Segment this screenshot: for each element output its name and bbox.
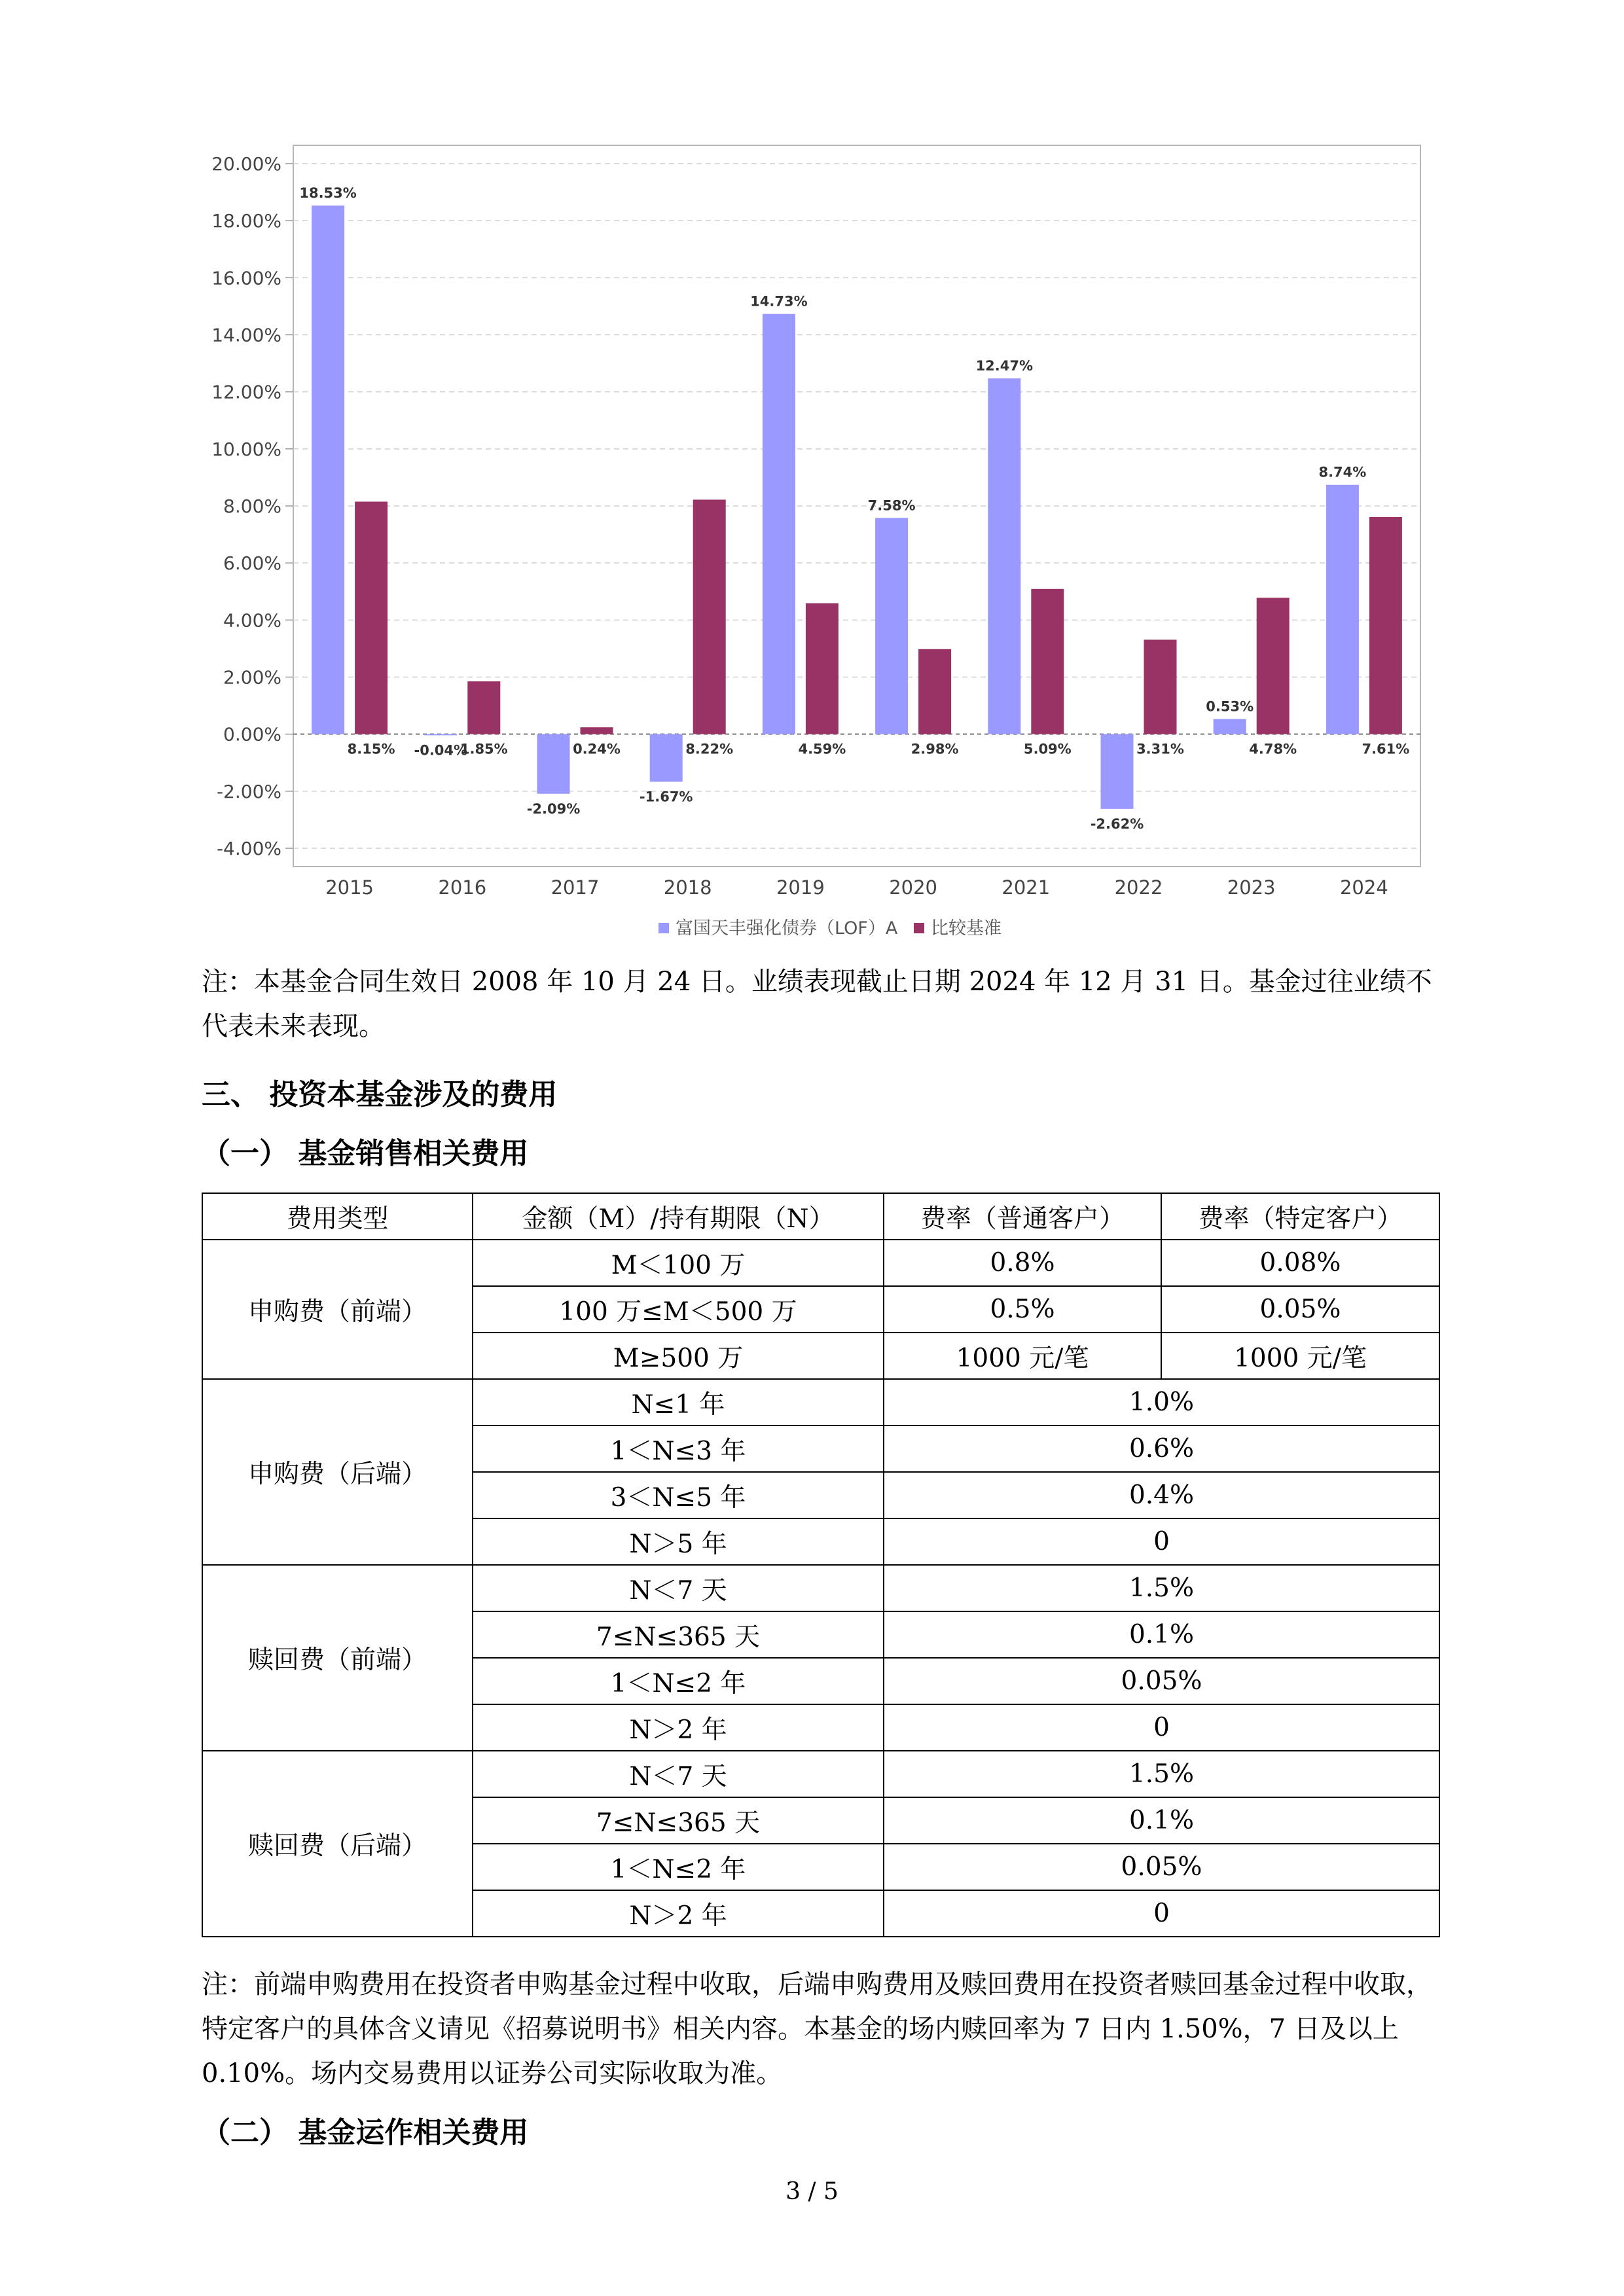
x-tick-label-2016: 2016 — [438, 876, 487, 899]
bar-benchmark-2024 — [1369, 517, 1402, 734]
data-label-benchmark-2016: 1.85% — [460, 741, 508, 757]
data-label-fund-2021: 12.47% — [975, 358, 1034, 374]
data-label-benchmark-2024: 7.61% — [1362, 741, 1410, 757]
x-tick-label-2017: 2017 — [550, 876, 600, 899]
bar-fund-2021 — [988, 378, 1020, 734]
y-tick-label: 20.00% — [211, 153, 281, 175]
bar-fund-2023 — [1214, 719, 1246, 734]
x-axis-tick-labels — [325, 876, 1388, 899]
range-cell: 7≤N≤365 天 — [473, 1611, 884, 1658]
rate-normal-cell: 0.8% — [884, 1240, 1161, 1286]
bar-benchmark-2019 — [806, 603, 839, 734]
header-amount-period: 金额（M）/持有期限（N） — [473, 1193, 884, 1240]
range-cell: N＞2 年 — [473, 1890, 884, 1937]
table-row — [202, 1240, 1439, 1286]
y-tick-label: 18.00% — [211, 210, 281, 232]
rate-cell: 0 — [884, 1518, 1439, 1565]
range-cell: N＞2 年 — [473, 1704, 884, 1751]
header-rate-normal: 费率（普通客户） — [884, 1193, 1161, 1240]
rate-normal-cell: 1000 元/笔 — [884, 1333, 1161, 1379]
range-cell: M＜100 万 — [473, 1240, 884, 1286]
data-label-fund-2019: 14.73% — [750, 293, 808, 310]
bar-benchmark-2022 — [1144, 639, 1177, 734]
rate-cell: 1.0% — [884, 1379, 1439, 1426]
fee-type-cell: 赎回费（后端） — [202, 1751, 473, 1937]
sales-fee-table — [202, 1193, 1440, 1937]
x-tick-label-2015: 2015 — [325, 876, 374, 899]
bars — [312, 206, 1402, 809]
data-label-benchmark-2018: 8.22% — [685, 741, 734, 757]
bar-benchmark-2020 — [918, 649, 951, 734]
y-tick-label: 2.00% — [223, 666, 281, 689]
bar-benchmark-2023 — [1257, 598, 1290, 734]
range-cell: 3＜N≤5 年 — [473, 1472, 884, 1518]
bar-fund-2015 — [312, 206, 344, 734]
range-cell: N＜7 天 — [473, 1751, 884, 1797]
rate-special-cell: 0.08% — [1161, 1240, 1439, 1286]
legend-label-benchmark: 比较基准 — [931, 918, 1001, 939]
bar-fund-2020 — [875, 518, 908, 734]
fee-type-cell: 赎回费（前端） — [202, 1565, 473, 1751]
bar-benchmark-2015 — [355, 501, 388, 734]
rate-normal-cell: 0.5% — [884, 1286, 1161, 1333]
subsection-heading-operating-fees: （二） 基金运作相关费用 — [202, 2116, 529, 2149]
table-row — [202, 1565, 1439, 1611]
y-tick-label: 14.00% — [211, 324, 281, 346]
subsection-heading-sales-fees: （一） 基金销售相关费用 — [202, 1137, 529, 1170]
x-tick-label-2018: 2018 — [663, 876, 712, 899]
x-tick-label-2024: 2024 — [1339, 876, 1388, 899]
fee-type-cell: 申购费（前端） — [202, 1240, 473, 1379]
data-label-fund-2018: -1.67% — [639, 789, 693, 805]
rate-cell: 1.5% — [884, 1565, 1439, 1611]
data-labels — [299, 185, 1409, 832]
data-label-benchmark-2022: 3.31% — [1136, 741, 1184, 757]
legend-swatch-benchmark — [914, 923, 924, 933]
data-label-fund-2024: 8.74% — [1318, 464, 1367, 480]
table-row — [202, 1751, 1439, 1797]
y-tick-label: 0.00% — [223, 723, 281, 745]
x-tick-label-2022: 2022 — [1114, 876, 1163, 899]
bar-benchmark-2018 — [693, 499, 726, 734]
fee-type-cell: 申购费（后端） — [202, 1379, 473, 1565]
data-label-benchmark-2017: 0.24% — [573, 741, 621, 757]
y-tick-label: -2.00% — [216, 780, 281, 802]
data-label-fund-2023: 0.53% — [1206, 698, 1254, 715]
bar-benchmark-2016 — [467, 681, 500, 734]
x-tick-label-2019: 2019 — [776, 876, 825, 899]
bar-benchmark-2017 — [581, 727, 613, 734]
y-tick-label: 16.00% — [211, 267, 281, 289]
range-cell: 100 万≤M＜500 万 — [473, 1286, 884, 1333]
rate-special-cell: 1000 元/笔 — [1161, 1333, 1439, 1379]
bar-fund-2022 — [1101, 734, 1134, 809]
table-note: 注：前端申购费用在投资者申购基金过程中收取，后端申购费用及赎回费用在投资者赎回基金过程中收取，特定客户的具体含义请见《招募说明书》相关内容。本基金的场内赎回率为 7 日内 1.50%，7 日及以上 0.10%。场内交易费用以证券公司实际收取为准。 — [202, 1969, 1432, 2089]
range-cell: 1＜N≤3 年 — [473, 1426, 884, 1472]
rate-cell: 1.5% — [884, 1751, 1439, 1797]
range-cell: 1＜N≤2 年 — [473, 1658, 884, 1704]
x-tick-label-2020: 2020 — [889, 876, 938, 899]
range-cell: N＞5 年 — [473, 1518, 884, 1565]
bar-fund-2018 — [650, 734, 683, 782]
range-cell: 1＜N≤2 年 — [473, 1844, 884, 1890]
range-cell: 7≤N≤365 天 — [473, 1797, 884, 1844]
table-row — [202, 1379, 1439, 1426]
bar-fund-2017 — [537, 734, 570, 794]
rate-cell: 0 — [884, 1704, 1439, 1751]
bar-fund-2016 — [424, 734, 457, 736]
legend-label-fund: 富国天丰强化债券（LOF）A — [676, 918, 898, 939]
page-number: 3 / 5 — [785, 2178, 839, 2205]
header-rate-special: 费率（特定客户） — [1161, 1193, 1439, 1240]
y-tick-label: -4.00% — [216, 838, 281, 859]
data-label-fund-2016: -0.04% — [414, 742, 468, 759]
rate-cell: 0.05% — [884, 1844, 1439, 1890]
rate-cell: 0.1% — [884, 1797, 1439, 1844]
x-tick-label-2021: 2021 — [1001, 876, 1051, 899]
data-label-fund-2015: 18.53% — [299, 185, 357, 202]
rate-special-cell: 0.05% — [1161, 1286, 1439, 1333]
section-heading: 三、 投资本基金涉及的费用 — [202, 1078, 558, 1111]
bar-benchmark-2021 — [1031, 589, 1064, 734]
y-tick-label: 8.00% — [223, 495, 281, 517]
header-fee-type: 费用类型 — [202, 1193, 473, 1240]
x-tick-label-2023: 2023 — [1227, 876, 1276, 899]
bar-fund-2019 — [763, 314, 795, 734]
data-label-fund-2020: 7.58% — [867, 497, 916, 514]
chart-note: 注：本基金合同生效日 2008 年 10 月 24 日。业绩表现截止日期 2024 年 12 月 31 日。基金过往业绩不代表未来表现。 — [202, 967, 1432, 1041]
y-tick-label: 4.00% — [223, 609, 281, 632]
range-cell: N＜7 天 — [473, 1565, 884, 1611]
range-cell: M≥500 万 — [473, 1333, 884, 1379]
data-label-benchmark-2021: 5.09% — [1023, 741, 1072, 757]
rate-cell: 0.4% — [884, 1472, 1439, 1518]
rate-cell: 0.6% — [884, 1426, 1439, 1472]
data-label-benchmark-2019: 4.59% — [798, 741, 846, 757]
y-tick-label: 6.00% — [223, 552, 281, 575]
y-axis-tick-labels — [211, 153, 293, 859]
range-cell: N≤1 年 — [473, 1379, 884, 1426]
data-label-benchmark-2020: 2.98% — [911, 741, 959, 757]
data-label-benchmark-2015: 8.15% — [347, 741, 395, 757]
chart-legend — [659, 918, 1001, 939]
y-tick-label: 10.00% — [211, 438, 281, 460]
legend-swatch-fund — [659, 923, 669, 933]
rate-cell: 0 — [884, 1890, 1439, 1937]
bar-fund-2024 — [1326, 485, 1359, 734]
data-label-fund-2017: -2.09% — [526, 800, 581, 817]
y-tick-label: 12.00% — [211, 381, 281, 403]
rate-cell: 0.05% — [884, 1658, 1439, 1704]
performance-bar-chart — [0, 0, 1624, 969]
data-label-benchmark-2023: 4.78% — [1249, 741, 1297, 757]
rate-cell: 0.1% — [884, 1611, 1439, 1658]
data-label-fund-2022: -2.62% — [1090, 816, 1144, 832]
table-header-row — [202, 1193, 1439, 1240]
